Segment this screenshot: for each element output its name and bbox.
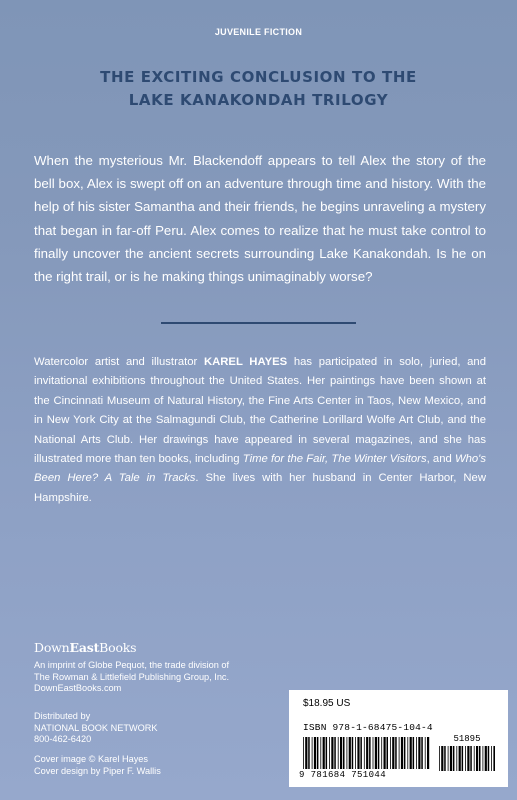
imprint-line-1: An imprint of Globe Pequot, the trade division of [34,660,230,670]
headline-line-2: LAKE KANAKONDAH TRILOGY [128,91,389,109]
logo-books: Books [99,640,137,655]
bio-intro: Watercolor artist and illustrator [34,356,204,368]
cover-credits [34,754,161,777]
category-label: JUVENILE FICTION [214,27,303,37]
distributor-line-2: NATIONAL BOOK NETWORK [34,722,158,733]
author-bio [34,353,486,508]
headline [0,66,517,112]
ean-digits: 9 781684 751044 [299,770,387,780]
addon-barcode-icon [439,746,495,771]
addon-number: 51895 [453,734,481,744]
book-title-1: Time for the Fair, The Winter Visitors [242,453,427,466]
section-divider [161,322,356,324]
book-blurb: When the mysterious Mr. Blackendoff appears to tell Alex the story of the bell box, Alex is swept off on an adventure through time and history. With the help of his sister Samantha and their friends, he begins unraveling a mystery that began in far-off Peru. Alex comes to realize that he must take control to finally uncover the ancient secrets surrounding Lake Kanakondah. Is he on the right trail, or is he making things unimaginably worse? [34,153,486,285]
imprint-info [34,660,284,695]
price-label: $18.95 US [303,698,351,709]
author-name: KAREL HAYES [203,356,288,368]
distributor-line-1: Distributed by [34,711,91,721]
cover-image-credit: Cover image © Karel Hayes [34,754,149,764]
cover-design-credit: Cover design by Piper F. Wallis [34,765,161,776]
barcode-box [289,690,508,787]
ean-barcode-icon [303,737,431,769]
distributor-info [34,711,158,746]
logo-down: Down [34,640,70,655]
isbn-label: ISBN 978-1-68475-104-4 [303,722,433,733]
distributor-phone: 800-462-6420 [34,734,92,744]
bio-part-3: . She lives with her husband in Center Harbor, New Hampshire. [34,472,486,504]
bio-part-1: has participated in solo, juried, and invitational exhibitions throughout the United States. Her paintings have been shown at the Cincinnati Museum of Natural History, the Fine Arts Center in Taos, New Mexico, and in New York City at the Salmagundi Club, the Catherine Lorillard Wolfe Art Club, and the National Arts Club. Her drawings have appeared in several magazines, and she has illustrated more than ten books, including [34,356,486,466]
headline-line-1: THE EXCITING CONCLUSION TO THE [100,68,417,86]
logo-east: East [69,640,100,655]
publisher-logo [34,640,136,655]
publisher-website: DownEastBooks.com [34,683,122,693]
imprint-line-2: The Rowman & Littlefield Publishing Group, Inc. [34,671,230,682]
book-title-2: Who's Been Here? A Tale in Tracks [34,453,486,485]
bio-part-2: , and [426,453,455,466]
